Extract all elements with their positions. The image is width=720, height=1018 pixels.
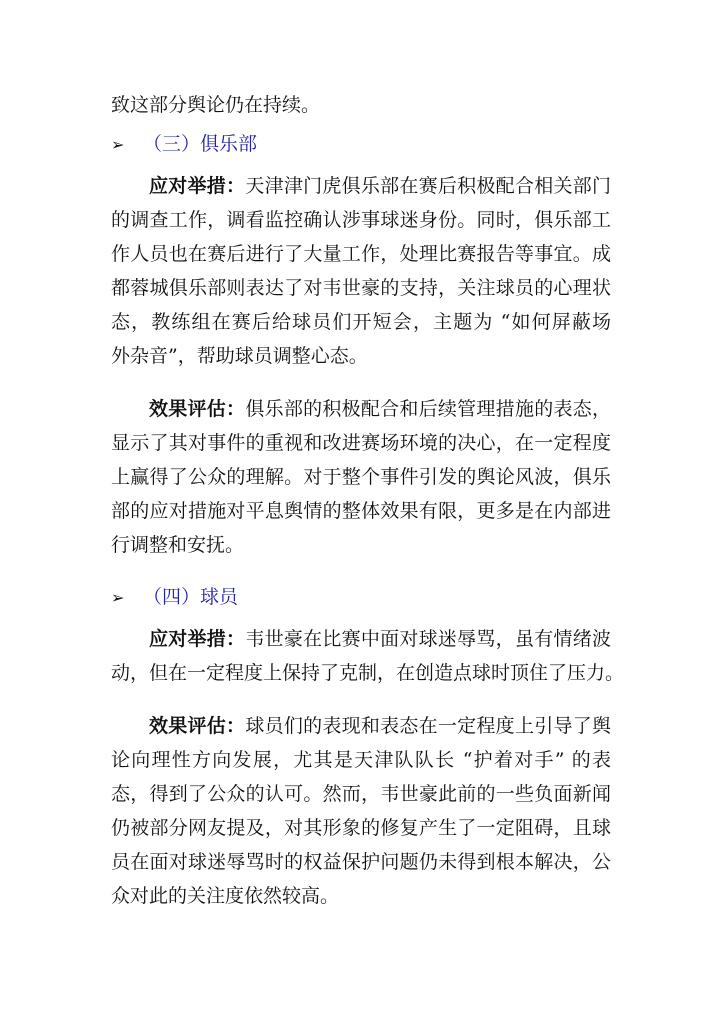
paragraph-line: 上赢得了公众的理解。对于整个事件引发的舆论风波，俱乐 xyxy=(111,466,611,488)
paragraph-line: 外杂音”，帮助球员调整心态。 xyxy=(111,345,368,367)
paragraph-line: 显示了其对事件的重视和改进赛场环境的决心，在一定程度 xyxy=(111,432,611,454)
section-heading-players xyxy=(111,580,238,614)
paragraph-line: 应对举措：韦世豪在比赛中面对球迷辱骂，虽有情绪波 xyxy=(149,628,611,650)
arrow-bullet-icon: ➢ xyxy=(111,588,125,607)
paragraph-line: 论向理性方向发展，尤其是天津队队长 “护着对手” 的表 xyxy=(111,749,611,771)
paragraph-line: 应对举措：天津津门虎俱乐部在赛后积极配合相关部门 xyxy=(149,175,611,197)
paragraph-line: 的调查工作，调看监控确认涉事球迷身份。同时，俱乐部工 xyxy=(111,209,611,231)
paragraph-line: 员在面对球迷辱骂时的权益保护问题仍未得到根本解决，公 xyxy=(111,851,611,873)
paragraph-label: 应对举措： xyxy=(149,628,246,650)
paragraph-line: 态，教练组在赛后给球员们开短会，主题为 “如何屏蔽场 xyxy=(111,311,611,333)
paragraph-label: 应对举措： xyxy=(149,175,246,197)
paragraph-line: 态，得到了公众的认可。然而，韦世豪此前的一些负面新闻 xyxy=(111,783,611,805)
paragraph-line: 效果评估：球员们的表现和表态在一定程度上引导了舆 xyxy=(149,715,611,737)
paragraph-line: 都蓉城俱乐部则表达了对韦世豪的支持，关注球员的心理状 xyxy=(111,277,611,299)
section-heading-text: （三）俱乐部 xyxy=(143,133,258,155)
paragraph-line: 行调整和安抚。 xyxy=(111,534,245,556)
paragraph-label: 效果评估： xyxy=(149,398,246,420)
paragraph-line: 仍被部分网友提及，对其形象的修复产生了一定阻碍，且球 xyxy=(111,817,611,839)
continuation-line: 致这部分舆论仍在持续。 xyxy=(111,94,321,116)
paragraph-line: 众对此的关注度依然较高。 xyxy=(111,885,340,907)
paragraph-line: 作人员也在赛后进行了大量工作，处理比赛报告等事宜。成 xyxy=(111,243,611,265)
paragraph-line: 动，但在一定程度上保持了克制，在创造点球时顶住了压力。 xyxy=(111,662,625,684)
section-heading-text: （四）球员 xyxy=(143,586,239,608)
paragraph-line: 效果评估：俱乐部的积极配合和后续管理措施的表态， xyxy=(149,398,611,420)
section-heading-club xyxy=(111,127,257,161)
paragraph-label: 效果评估： xyxy=(149,715,246,737)
arrow-bullet-icon: ➢ xyxy=(111,135,125,154)
paragraph-line: 部的应对措施对平息舆情的整体效果有限，更多是在内部进 xyxy=(111,500,611,522)
